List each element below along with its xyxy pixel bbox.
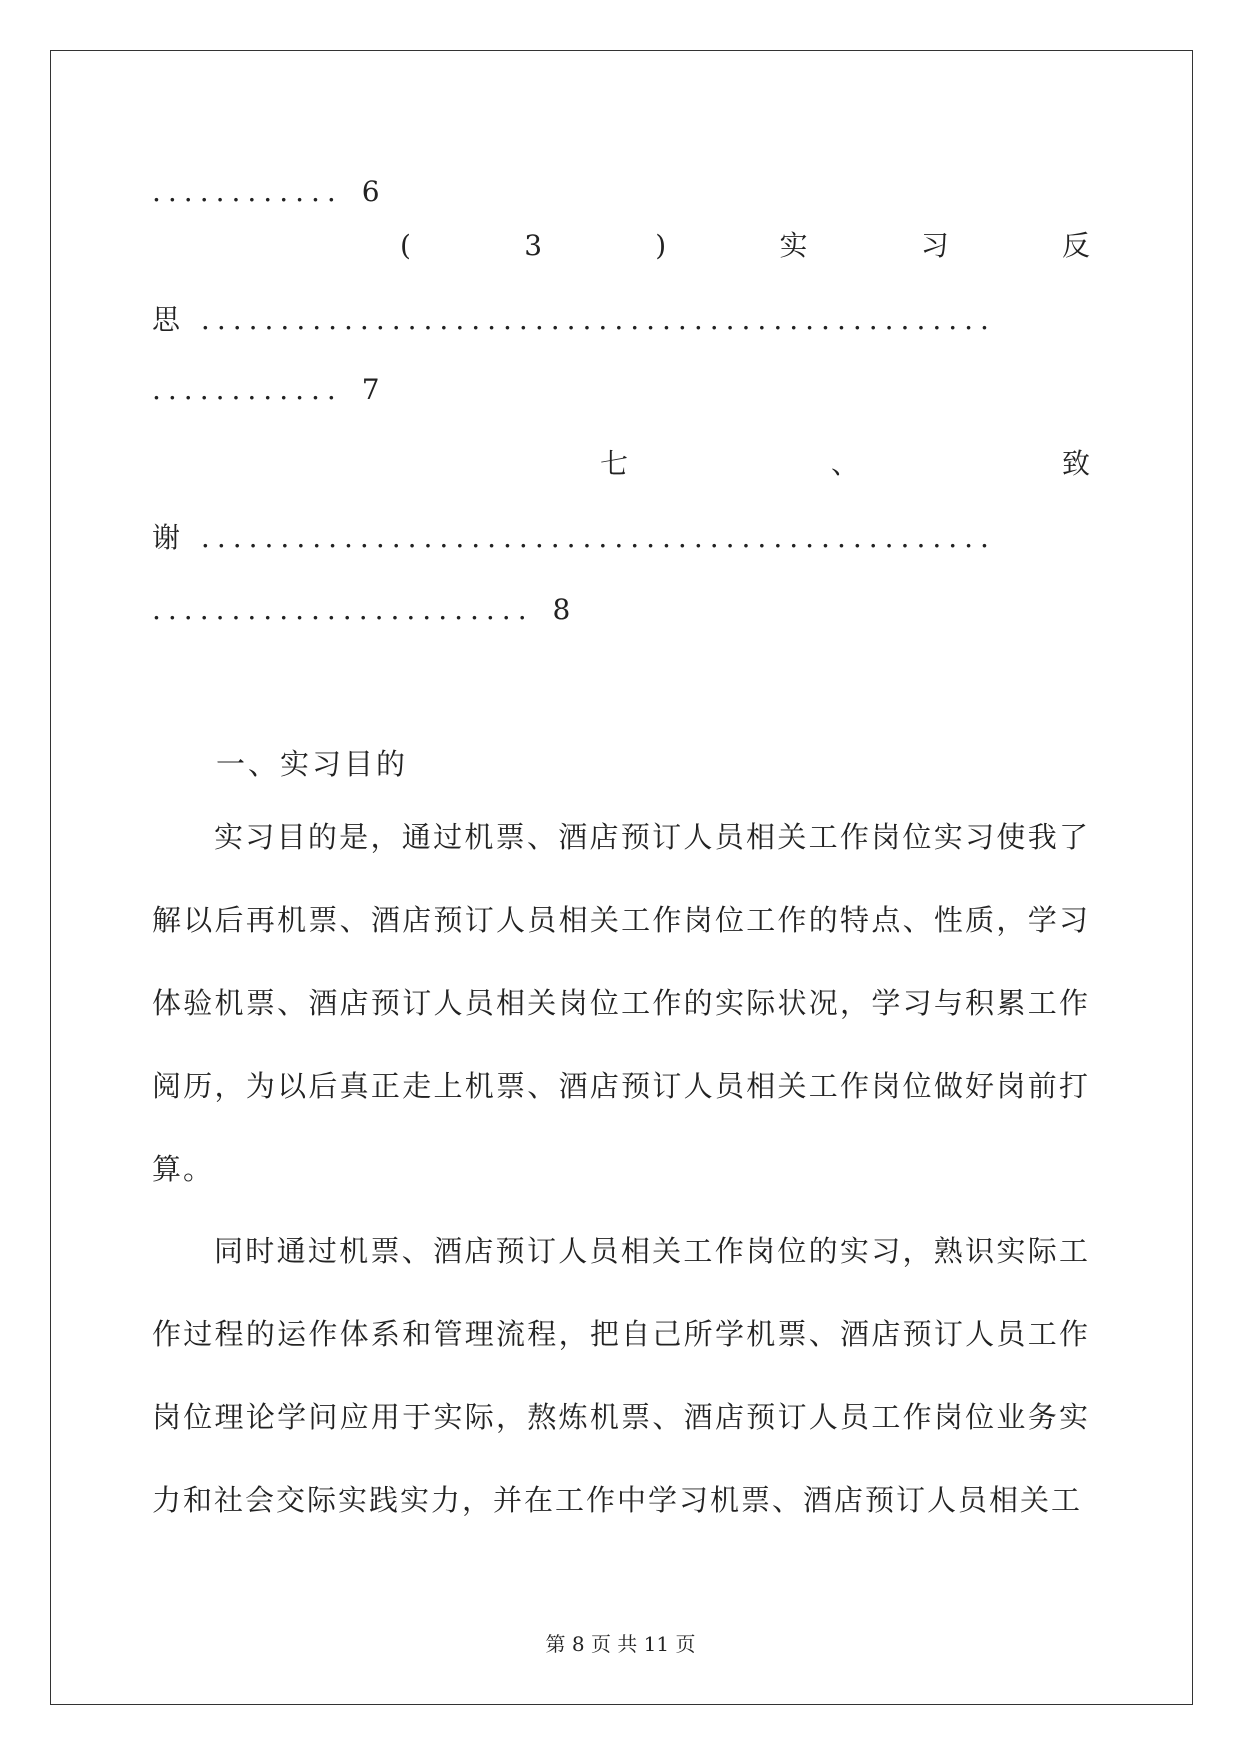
toc-page-number: 7 (361, 373, 380, 406)
toc-paren-open: ( (400, 229, 411, 262)
toc-char: 、 (830, 447, 859, 480)
toc-paren-close: ) (655, 229, 667, 262)
toc-item-3-page-line (152, 370, 1090, 410)
toc-char: 习 (920, 229, 949, 262)
toc-page-number: 8 (552, 593, 571, 626)
toc-char: 致 (1061, 447, 1090, 480)
toc-char: 实 (779, 229, 808, 262)
toc-char: 谢 (152, 521, 181, 554)
toc-dots: .................................................. (200, 521, 996, 554)
paragraph-2: 同时通过机票、酒店预订人员相关工作岗位的实习，熟识实际工作过程的运作体系和管理流程，把自己所学机票、酒店预订人员工作岗位理论学问应用于实际，熬炼机票、酒店预订人员工作岗位业务实力和社会交际实践实力，并在工作中学习机票、酒店预订人员相关工 (152, 1234, 1090, 1517)
toc-dots: ............ (152, 175, 343, 208)
toc-item-7-heading (600, 444, 1090, 484)
toc-item-7-page-line (152, 590, 1090, 630)
toc-item-3-dots-line (152, 300, 1090, 340)
toc-char: 思 (152, 303, 181, 336)
toc-dots: .................................................. (200, 303, 996, 336)
toc-page-number: 6 (361, 175, 380, 208)
toc-char: 七 (600, 447, 629, 480)
toc-line-1 (152, 172, 1090, 212)
toc-dots: ........................ (152, 593, 534, 626)
toc-item-3-heading (400, 226, 1090, 266)
page-footer: 第 8 页 共 11 页 (545, 1632, 696, 1656)
section-heading: 一、实习目的 (216, 747, 409, 781)
toc-char: 反 (1061, 229, 1090, 262)
toc-dots: ............ (152, 373, 343, 406)
paragraph-1: 实习目的是，通过机票、酒店预订人员相关工作岗位实习使我了解以后再机票、酒店预订人员相关工作岗位工作的特点、性质，学习体验机票、酒店预订人员相关岗位工作的实际状况，学习与积累工作阅历，为以后真正走上机票、酒店预订人员相关工作岗位做好岗前打算。 (152, 820, 1090, 1186)
toc-item-number: 3 (524, 229, 543, 262)
toc-item-7-dots-line (152, 518, 1090, 558)
